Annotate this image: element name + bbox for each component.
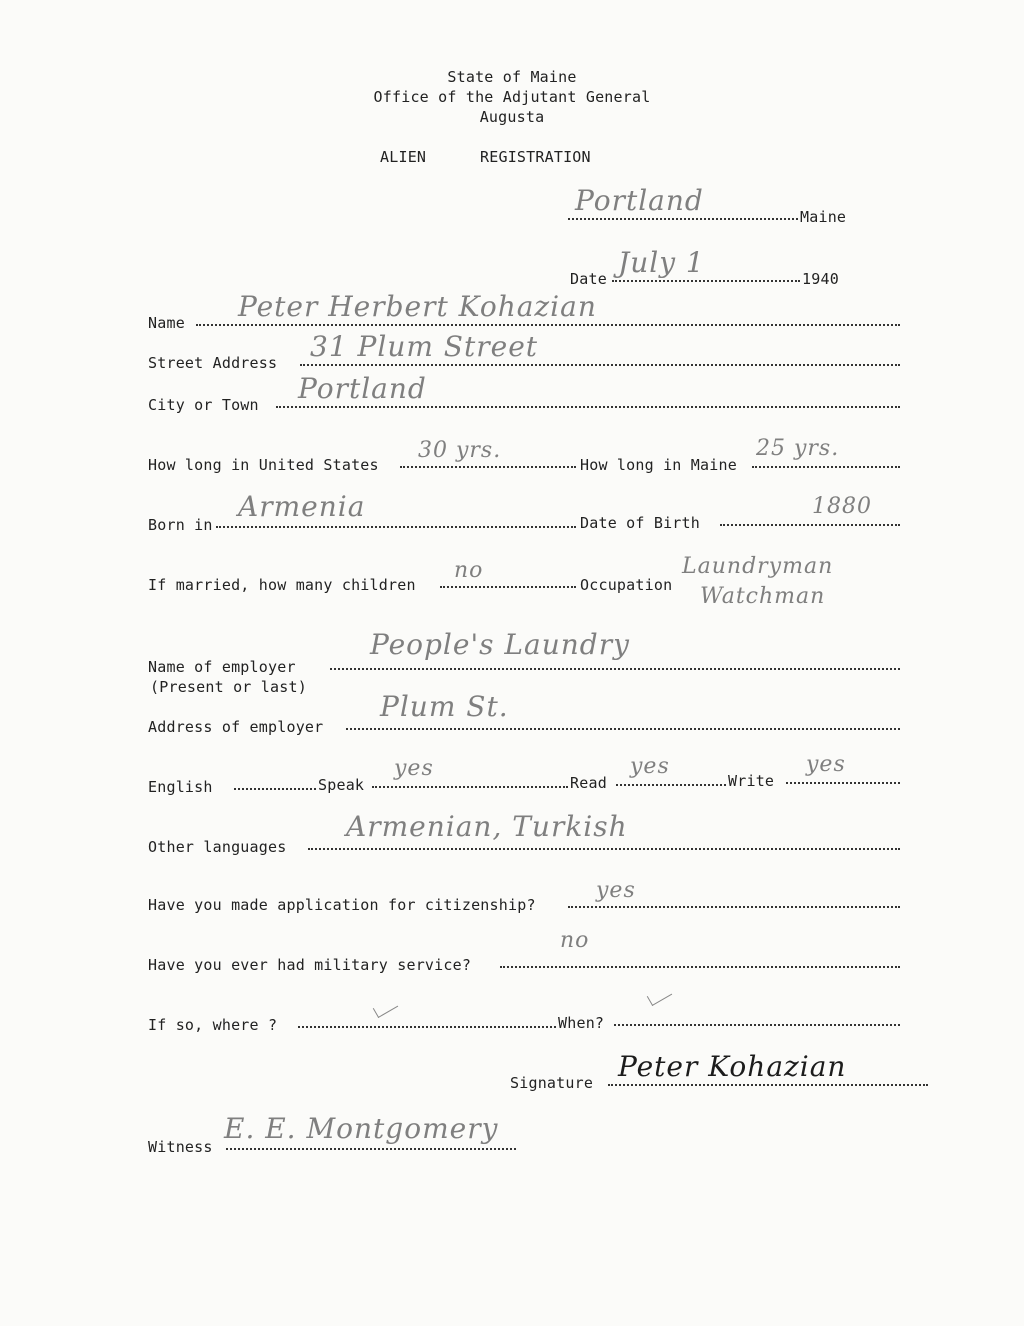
name-label: Name	[148, 314, 185, 332]
write-dots	[786, 780, 900, 784]
employer-label: Name of employer	[148, 658, 296, 676]
when-dots	[614, 1022, 900, 1026]
occupation-value2: Watchman	[700, 584, 826, 609]
write-label: Write	[728, 772, 775, 790]
signature-label: Signature	[510, 1074, 594, 1092]
signature-value: Peter Kohazian	[618, 1050, 847, 1083]
other-lang-dots	[308, 846, 900, 850]
children-dots	[440, 584, 576, 588]
maine-label: How long in Maine	[580, 456, 737, 474]
children-label: If married, how many children	[148, 576, 416, 594]
emp-addr-dots	[346, 726, 900, 730]
when-label: When?	[558, 1014, 605, 1032]
citizenship-label: Have you made application for citizenship?	[148, 896, 536, 914]
english-dots	[234, 786, 316, 790]
other-lang-value: Armenian, Turkish	[346, 810, 628, 843]
occupation-value1: Laundryman	[682, 554, 834, 579]
where-check-icon	[373, 997, 398, 1018]
military-label: Have you ever had military service?	[148, 956, 472, 974]
us-label: How long in United States	[148, 456, 379, 474]
citizenship-value: yes	[596, 878, 636, 903]
employer-value: People's Laundry	[370, 628, 630, 661]
read-value: yes	[630, 754, 670, 779]
write-value: yes	[806, 752, 846, 777]
military-dots	[500, 964, 900, 968]
header-city: Augusta	[479, 108, 545, 126]
form-title-alien: ALIEN	[380, 148, 427, 166]
other-lang-label: Other languages	[148, 838, 287, 856]
speak-dots	[372, 784, 568, 788]
emp-addr-label: Address of employer	[148, 718, 324, 736]
when-check-icon	[647, 985, 672, 1006]
witness-label: Witness	[148, 1138, 213, 1156]
speak-label: Speak	[318, 776, 365, 794]
dob-value: 1880	[812, 494, 872, 519]
employer-sub: (Present or last)	[150, 678, 307, 696]
name-value: Peter Herbert Kohazian	[238, 290, 597, 323]
military-value: no	[560, 928, 590, 953]
city-value: Portland	[298, 372, 427, 405]
english-label: English	[148, 778, 213, 796]
witness-dots	[226, 1146, 516, 1150]
form-title-registration: REGISTRATION	[480, 148, 591, 166]
date-value: July 1	[618, 246, 705, 279]
us-dots	[400, 464, 576, 468]
street-label: Street Address	[148, 354, 278, 372]
place-suffix: Maine	[800, 208, 847, 226]
dob-dots	[720, 522, 900, 526]
speak-value: yes	[394, 756, 434, 781]
maine-value: 25 yrs.	[756, 436, 840, 461]
witness-value: E. E. Montgomery	[224, 1112, 499, 1145]
read-dots	[616, 782, 726, 786]
place-value: Portland	[575, 184, 704, 217]
date-year: 1940	[802, 270, 839, 288]
header-office: Office of the Adjutant General	[373, 88, 651, 106]
occupation-label: Occupation	[580, 576, 673, 594]
us-value: 30 yrs.	[418, 438, 502, 463]
born-dots	[216, 524, 576, 528]
maine-dots	[752, 464, 900, 468]
where-dots	[298, 1024, 556, 1028]
children-value: no	[454, 558, 484, 583]
where-label: If so, where ?	[148, 1016, 278, 1034]
read-label: Read	[570, 774, 607, 792]
dob-label: Date of Birth	[580, 514, 700, 532]
city-label: City or Town	[148, 396, 259, 414]
citizenship-dots	[568, 904, 900, 908]
date-label: Date	[570, 270, 607, 288]
header-state: State of Maine	[447, 68, 577, 86]
born-label: Born in	[148, 516, 213, 534]
emp-addr-value: Plum St.	[380, 690, 509, 723]
street-value: 31 Plum Street	[310, 330, 539, 363]
employer-dots	[330, 666, 900, 670]
born-value: Armenia	[238, 490, 366, 523]
